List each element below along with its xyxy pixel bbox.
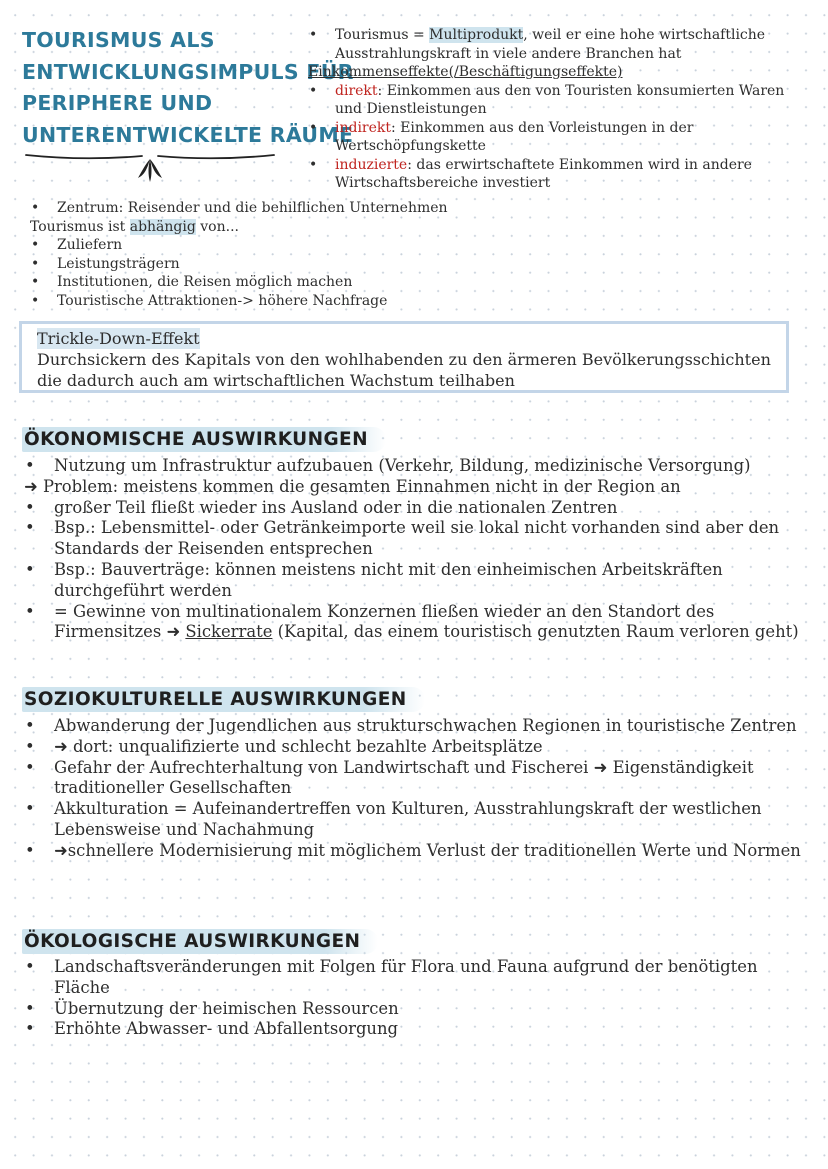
list-item: • Landschaftsveränderungen mit Folgen für Flora und Fauna aufgrund der benötigten Fläche: [24, 957, 814, 999]
effect-text-indirect: : Einkommen aus den Vorleistungen in der Wertschöpfungskette: [335, 119, 694, 154]
ecological-section: [24, 957, 814, 1040]
sociocultural-heading: SOZIOKULTURELLE AUSWIRKUNGEN: [22, 687, 425, 712]
multiproduct-prefix: Tourismus =: [335, 27, 430, 43]
list-item: • Bsp.: Bauverträge: können meistens nicht mit den einheimischen Arbeitskräften durchgeführt werden: [24, 560, 814, 602]
list-item: [308, 119, 813, 156]
list-item: • Leistungsträgern: [30, 255, 590, 274]
list-item: • Gefahr der Aufrechterhaltung von Landwirtschaft und Fischerei ➜ Eigenständigkeit traditioneller Gesellschaften: [24, 758, 814, 800]
economic-section: [24, 456, 814, 643]
page-title: [22, 25, 354, 151]
trickle-down-box: [19, 321, 789, 393]
list-item: • Zuliefern: [30, 236, 590, 255]
list-item: [308, 156, 813, 193]
effect-text-direct: : Einkommen aus den von Touristen konsumierten Waren und Dienstleistungen: [335, 82, 785, 117]
list-item: • Akkulturation = Aufeinandertreffen von Kulturen, Ausstrahlungskraft der westlichen Lebensweise und Nachahmung: [24, 799, 814, 841]
effect-term-induced: induzierte: [335, 156, 408, 173]
title-line-1: TOURISMUS ALS: [22, 28, 215, 52]
dependency-highlight: abhängig: [129, 218, 196, 235]
list-item: [308, 26, 813, 63]
list-item: • Bsp.: Lebensmittel- oder Getränkeimporte weil sie lokal nicht vorhanden sind aber den Standards der Reisenden entsprechen: [24, 518, 814, 560]
flourish-ornament-icon: [24, 145, 276, 185]
trickle-down-text: Durchsickern des Kapitals von den wohlhabenden zu den ärmeren Bevölkerungsschichten die dadurch auch am wirtschaftlichen Wachstum teilhaben: [37, 350, 771, 390]
income-effects-list: [308, 82, 813, 193]
list-item: • ➜ dort: unqualifizierte und schlecht bezahlte Arbeitsplätze: [24, 737, 814, 758]
dependency-intro-suffix: von...: [195, 218, 239, 235]
list-item: • Erhöhte Abwasser- und Abfallentsorgung: [24, 1019, 814, 1040]
title-line-4: UNTERENTWICKELTE RÄUME: [22, 122, 354, 147]
income-effects-label: Einkommenseffekte(/Beschäftigungseffekte): [308, 64, 623, 80]
dependency-notes: [30, 199, 590, 310]
effect-term-direct: direkt: [335, 82, 378, 99]
list-item: • Touristische Attraktionen-> höhere Nachfrage: [30, 292, 590, 311]
list-item: [24, 602, 814, 644]
title-line-2: ENTWICKLUNGSIMPULS FÜR: [22, 59, 354, 84]
multiproduct-suffix: , weil er eine hohe wirtschaftliche Ausstrahlungskraft in viele andere Branchen hat: [335, 27, 766, 62]
dependency-intro: [30, 218, 590, 237]
zentrum-list: [30, 199, 590, 218]
economic-list: [24, 456, 814, 643]
list-item: • großer Teil fließt wieder ins Ausland oder in die nationalen Zentren: [24, 498, 814, 519]
sickerrate-prefix: = Gewinne von multinationalem Konzernen fließen wieder an den Standort des Firmensitzes ➜: [54, 601, 715, 642]
ecological-list: [24, 957, 814, 1040]
sickerrate-term: Sickerrate: [185, 622, 273, 642]
sociocultural-section: [24, 716, 814, 862]
multiproduct-list: [308, 26, 813, 63]
sociocultural-list: [24, 716, 814, 862]
multiproduct-highlight: Multiprodukt: [429, 27, 524, 43]
multiproduct-notes: [308, 26, 813, 193]
dependency-list: [30, 236, 590, 310]
list-item: • Zentrum: Reisender und die behilflichen Unternehmen: [30, 199, 590, 218]
problem-line: ➜ Problem: meistens kommen die gesamten Einnahmen nicht in der Region an: [24, 476, 681, 496]
effect-text-induced: : das erwirtschaftete Einkommen wird in andere Wirtschaftsbereiche investiert: [335, 156, 752, 191]
title-line-3: PERIPHERE UND: [22, 91, 213, 115]
dependency-intro-prefix: Tourismus ist: [30, 218, 130, 235]
sickerrate-suffix: (Kapital, das einem touristisch genutzten Raum verloren geht): [272, 622, 799, 642]
list-item: • Nutzung um Infrastruktur aufzubauen (Verkehr, Bildung, medizinische Versorgung): [24, 456, 814, 477]
trickle-down-title: Trickle-Down-Effekt: [37, 329, 200, 348]
effect-term-indirect: indirekt: [335, 119, 392, 136]
list-item: • Übernutzung der heimischen Ressourcen: [24, 999, 814, 1020]
list-item: [308, 82, 813, 119]
list-item: • ➜schnellere Modernisierung mit möglichem Verlust der traditionellen Werte und Normen: [24, 841, 814, 862]
list-item: • Abwanderung der Jugendlichen aus strukturschwachen Regionen in touristische Zentren: [24, 716, 814, 737]
ecological-heading: ÖKOLOGISCHE AUSWIRKUNGEN: [22, 929, 378, 954]
list-item: • Institutionen, die Reisen möglich machen: [30, 273, 590, 292]
economic-heading: ÖKONOMISCHE AUSWIRKUNGEN: [22, 427, 386, 452]
